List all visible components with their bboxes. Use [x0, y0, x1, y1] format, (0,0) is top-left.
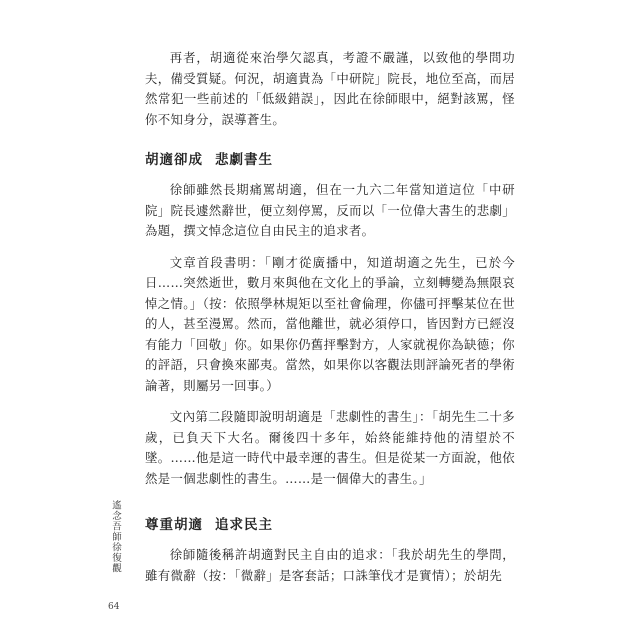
section-heading-part: 悲劇書生 [215, 152, 273, 168]
paragraph: 文章首段書明：「剛才從廣播中，知道胡適之先生，已於今日……突然逝世，數月來與他在文化上的爭論，立刻轉變為無限哀悼之情。」（按：依照學林規矩以至社會倫理，你儘可抨擊某位在世的人，甚至漫罵。然而，當他離世，就必須停口，皆因對方已經沒有能力「回敬」你。如果你仍舊抨擊對方，人家就視你為缺德；你的評語，只會換來鄙夷。當然，如果你以客觀法則評論死者的學術論著，則屬另一回事。） [145, 254, 515, 393]
paragraph: 再者，胡適從來治學欠認真，考證不嚴謹，以致他的學問功夫，備受質疑。何況，胡適貴為「中研院」院長，地位至高，而居然常犯一些前述的「低級錯誤」，因此在徐師眼中，絕對該罵，怪你不知身分，誤導蒼生。 [145, 50, 515, 127]
section-heading-part: 胡適卻成 [145, 152, 203, 168]
section-heading-2 [145, 515, 515, 535]
section-heading-part: 追求民主 [215, 517, 273, 533]
paragraph: 徐師雖然長期痛罵胡適，但在一九六二年當知道這位「中研院」院長遽然辭世，便立刻停罵，反而以「一位偉大書生的悲劇」為題，撰文悼念這位自由民主的追求者。 [145, 182, 515, 238]
paragraph: 文內第二段隨即說明胡適是「悲劇性的書生」：「胡先生二十多歲，已負天下大名。爾後四十多年，始終能維持他的清望於不墜。……他是這一時代中最幸運的書生。但是從某一方面說，他依然是一個悲劇性的書生。……是一個偉大的書生。」 [145, 409, 515, 486]
page-body [145, 48, 515, 597]
paragraph: 徐師隨後稱許胡適對民主自由的追求：「我於胡先生的學問，雖有微辭（按：「微辭」是客套話；口誅筆伐才是實情）；於胡先 [145, 547, 515, 583]
section-heading-part: 尊重胡適 [145, 517, 203, 533]
section-heading-1 [145, 150, 515, 170]
running-title: 遙念吾師徐復觀 [110, 500, 121, 574]
page-number: 64 [108, 602, 120, 612]
